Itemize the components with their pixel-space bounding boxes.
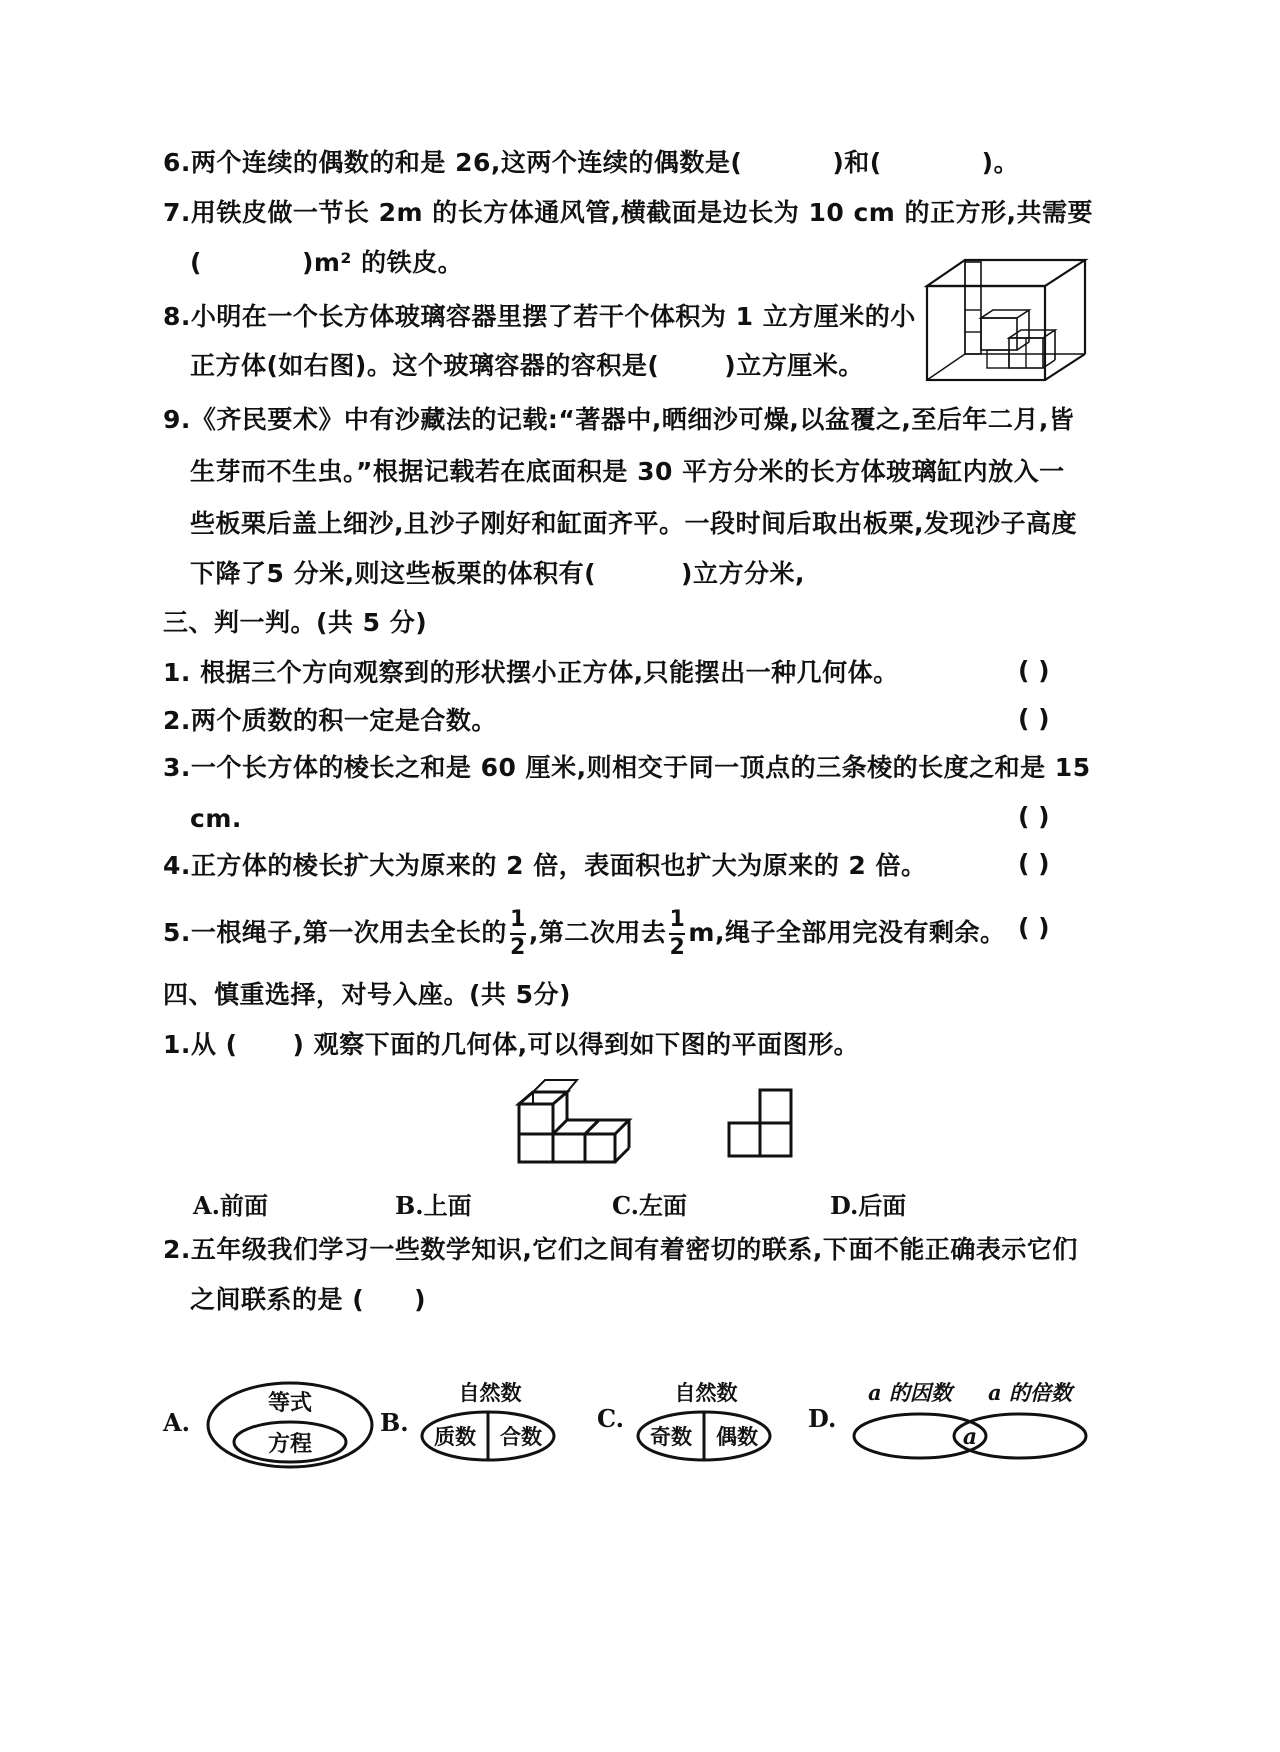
q9-text-b: )立方分米, [681, 559, 805, 588]
judge-question-1: 1. 根据三个方向观察到的形状摆小正方体,只能摆出一种几何体。 [163, 658, 899, 687]
question-7-line-2 [190, 246, 463, 280]
choice-question-1 [163, 1028, 859, 1062]
q7-text-c: )m² 的铁皮。 [301, 248, 464, 277]
question-9-line-3: 些板栗后盖上细沙,且沙子刚好和缸面齐平。一段时间后取出板栗,发现沙子高度 [190, 509, 1077, 538]
fraction-denominator: 2 [669, 935, 686, 960]
q8-text-b: 正方体(如右图)。这个玻璃容器的容积是( [190, 351, 660, 380]
option-b-letter[interactable]: B. [380, 1408, 409, 1437]
choice-1-option-c[interactable]: C.左面 [612, 1191, 688, 1220]
option-a-inner-label: 方程 [267, 1431, 313, 1457]
cq2-text-a: 之间联系的是 ( [190, 1285, 365, 1314]
q5-text-c: m,绳子全部用完没有剩余。 [688, 918, 1006, 947]
option-d-right-title: a 的倍数 [988, 1380, 1072, 1405]
option-d-letter[interactable]: D. [808, 1404, 837, 1433]
question-8-line-1: 8.小明在一个长方体玻璃容器里摆了若干个体积为 1 立方厘米的小 [163, 302, 916, 331]
option-d-diagram[interactable] [850, 1378, 1090, 1468]
question-9-line-2: 生芽而不生虫。”根据记载若在底面积是 30 平方分米的长方体玻璃缸内放入一 [190, 457, 1065, 486]
judge-answer-1[interactable]: ( ) [1018, 656, 1050, 685]
section-choice-title: 四、慎重选择，对号入座。(共 5分) [163, 980, 571, 1009]
question-9-line-4 [190, 557, 805, 591]
judge-answer-3[interactable]: ( ) [1018, 802, 1050, 831]
choice-1-option-b[interactable]: B.上面 [395, 1191, 472, 1220]
question-7-line-1: 7.用铁皮做一节长 2m 的长方体通风管,横截面是边长为 10 cm 的正方形,共需要 [163, 198, 1094, 227]
judge-answer-4[interactable]: ( ) [1018, 849, 1050, 878]
q5-text-b: ,第二次用去 [528, 918, 667, 947]
option-a-outer-label: 等式 [267, 1390, 313, 1416]
choice-question-2-line-2 [190, 1283, 426, 1317]
question-9-line-1: 9.《齐民要术》中有沙藏法的记载:“著器中,晒细沙可燥,以盆覆之,至后年二月,皆 [163, 405, 1075, 434]
plane-view-figure [727, 1088, 793, 1158]
option-c-left: 奇数 [650, 1424, 692, 1449]
cq2-text-b: ) [414, 1285, 427, 1314]
fraction-one-half [510, 909, 526, 959]
option-a-diagram[interactable] [205, 1380, 375, 1470]
q9-text-a: 下降了5 分米,则这些板栗的体积有( [190, 559, 597, 588]
choice-1-option-a[interactable]: A.前面 [193, 1191, 268, 1220]
option-c-title: 自然数 [674, 1380, 738, 1405]
cq1-text-a: 1.从 ( [163, 1030, 238, 1059]
judge-question-2: 2.两个质数的积一定是合数。 [163, 706, 497, 735]
judge-answer-2[interactable]: ( ) [1018, 704, 1050, 733]
q5-text-a: 5.一根绳子,第一次用去全长的 [163, 918, 507, 947]
option-b-diagram[interactable] [418, 1378, 558, 1468]
judge-question-4: 4.正方体的棱长扩大为原来的 2 倍，表面积也扩大为原来的 2 倍。 [163, 851, 927, 880]
option-d-center: a [962, 1424, 978, 1450]
option-b-left: 质数 [434, 1424, 476, 1449]
q6-text-c: )。 [981, 148, 1020, 177]
fraction-numerator: 1 [509, 907, 526, 932]
block-solid-figure [517, 1078, 637, 1164]
option-a-letter[interactable]: A. [163, 1408, 190, 1437]
cq1-text-b: ) 观察下面的几何体,可以得到如下图的平面图形。 [292, 1030, 860, 1059]
q6-text-a: 6.两个连续的偶数的和是 26,这两个连续的偶数是( [163, 148, 743, 177]
fraction-denominator: 2 [509, 935, 526, 960]
q8-text-c: )立方厘米。 [724, 351, 864, 380]
judge-question-3-line-1: 3.一个长方体的棱长之和是 60 厘米,则相交于同一顶点的三条棱的长度之和是 15 [163, 753, 1091, 782]
choice-1-option-d[interactable]: D.后面 [830, 1191, 907, 1220]
judge-question-3-line-2: cm. [190, 804, 242, 833]
option-b-title: 自然数 [458, 1380, 522, 1405]
option-c-right: 偶数 [716, 1424, 758, 1449]
option-d-left-title: a 的因数 [868, 1380, 952, 1405]
judge-question-5 [163, 909, 1005, 959]
judge-answer-5[interactable]: ( ) [1018, 913, 1050, 942]
option-c-diagram[interactable] [634, 1378, 774, 1468]
fraction-numerator: 1 [669, 907, 686, 932]
option-b-right: 合数 [500, 1424, 542, 1449]
q6-text-b: )和( [832, 148, 882, 177]
fraction-one-half-2 [669, 909, 685, 959]
question-8-line-2 [190, 349, 864, 383]
choice-question-2-line-1: 2.五年级我们学习一些数学知识,它们之间有着密切的联系,下面不能正确表示它们 [163, 1235, 1078, 1264]
glass-container-figure [925, 258, 1085, 384]
q7-text-b: ( [190, 248, 202, 277]
section-judge-title: 三、判一判。(共 5 分) [163, 608, 428, 637]
option-c-letter[interactable]: C. [597, 1404, 625, 1433]
question-6 [163, 146, 1019, 180]
